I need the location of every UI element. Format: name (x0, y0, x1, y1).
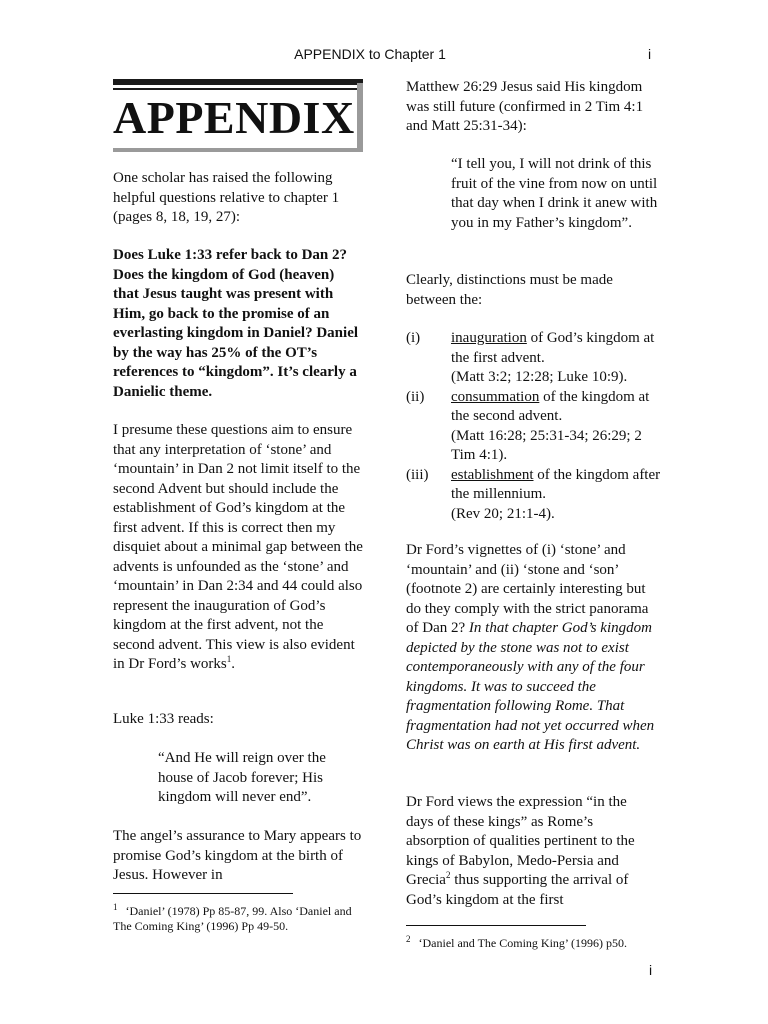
appendix-heading: APPENDIX (113, 92, 355, 143)
list-item-term: establishment (451, 466, 534, 483)
heading-rule-thin (113, 88, 363, 90)
header-page-number: i (648, 46, 652, 62)
intro-paragraph: One scholar has raised the following helpful questions relative to chapter 1 (pages 8, 18, 19, 27): (113, 170, 340, 225)
footer-page-number: i (649, 962, 653, 978)
matthew-paragraph: Matthew 26:29 Jesus said His kingdom was still future (confirmed in 2 Tim 4:1 and Matt 25:31-34): (406, 79, 644, 134)
list-item-number: (iii) (406, 466, 429, 483)
list-item-ref: (Matt 3:2; 12:28; Luke 10:9). (451, 369, 628, 385)
footnote-1-text: ‘Daniel’ (1978) Pp 85-87, 99. Also ‘Daniel and The Coming King’ (1996) Pp 49-50. (113, 904, 352, 933)
footnote-2-number: 2 (406, 934, 411, 944)
list-item (406, 329, 666, 388)
footnote-rule-left (113, 893, 293, 894)
vignettes-italic: In that chapter God’s kingdom depicted by the stone was not to exist contemporaneously with any of the four kingdoms. It was to succeed the fragmentation following Rome. That fragmentation had not yet occurred when Christ was on earth at His first advent. (406, 620, 655, 753)
list-item-text: of the kingdom after the millennium. (451, 466, 661, 502)
footnote-1-number: 1 (113, 902, 118, 912)
list-item-text: of the kingdom at the second advent. (451, 388, 650, 424)
views-text: Dr Ford views the expression “in the days of these kings” as Rome’s absorption of qualities pertinent to the kings of Babylon, Medo-Persia and Grecia (406, 794, 635, 888)
heading-shadow-bottom (113, 148, 363, 152)
presume-end: . (231, 656, 236, 672)
footnote-2 (406, 932, 666, 951)
footnote-1 (113, 900, 363, 934)
list-item (406, 388, 666, 466)
heading-rule-thick (113, 79, 363, 85)
views-paragraph (406, 793, 658, 910)
footnote-2-text: ‘Daniel and The Coming King’ (1996) p50. (418, 936, 628, 950)
list-item-text: of God’s kingdom at the first advent. (451, 330, 655, 366)
angel-paragraph: The angel’s assurance to Mary appears to promise God’s kingdom at the birth of Jesus. However in (113, 828, 362, 883)
list-item-term: consummation (451, 388, 540, 405)
distinction-list (406, 329, 666, 524)
clearly-paragraph: Clearly, distinctions must be made between the: (406, 272, 613, 308)
footnote-rule-right (406, 925, 586, 926)
vignettes-text: Dr Ford’s vignettes of (i) ‘stone’ and ‘mountain’ and (ii) ‘stone and ‘son’ (footnote 2) are certainly interesting but do they comply with the strict panorama of Dan 2? (406, 542, 649, 636)
running-header (0, 46, 768, 66)
list-item (406, 466, 666, 525)
question-paragraph: Does Luke 1:33 refer back to Dan 2? Does the kingdom of God (heaven) that Jesus taught was present with Him, go back to the promise of an everlasting kingdom in Daniel? Daniel by the way has 25% of the OT’s references to “kingdom”. It’s clearly a Danielic theme. (113, 247, 359, 400)
presume-paragraph (113, 421, 363, 675)
list-item-ref: (Rev 20; 21:1-4). (451, 505, 555, 522)
matthew-quote: “I tell you, I will not drink of this fruit of the vine from now on until that day when I drink it anew with you in my Father’s kingdom”. (451, 156, 658, 231)
vignettes-paragraph (406, 541, 658, 756)
list-item-term: inauguration (451, 330, 527, 346)
heading-shadow-right (357, 83, 363, 152)
luke-intro: Luke 1:33 reads: (113, 711, 214, 727)
footnote-ref-1: 1 (226, 654, 232, 664)
luke-quote: “And He will reign over the house of Jacob forever; His kingdom will never end”. (158, 750, 326, 805)
list-item-ref: (Matt 16:28; 25:31-34; 26:29; 2 Tim 4:1). (451, 427, 642, 463)
presume-text: I presume these questions aim to ensure that any interpretation of ‘stone’ and ‘mountain’ in Dan 2 not limit itself to the second Advent but should include the establishment of God’s kingdom at the first advent. If this is correct then my disquiet about a minimal gap between the advents is unfounded as the ‘stone’ and ‘mountain’ in Dan 2:34 and 44 could also represent the inauguration of God’s kingdom at the first advent, not the second advent. This view is also evident in Dr Ford’s works (113, 422, 363, 672)
views-text-end: thus supporting the arrival of God’s kingdom at the first (406, 872, 629, 908)
list-item-number: (i) (406, 330, 421, 346)
list-item-number: (ii) (406, 388, 425, 405)
running-header-title: APPENDIX to Chapter 1 (294, 46, 446, 62)
footnote-ref-2: 2 (445, 870, 451, 880)
